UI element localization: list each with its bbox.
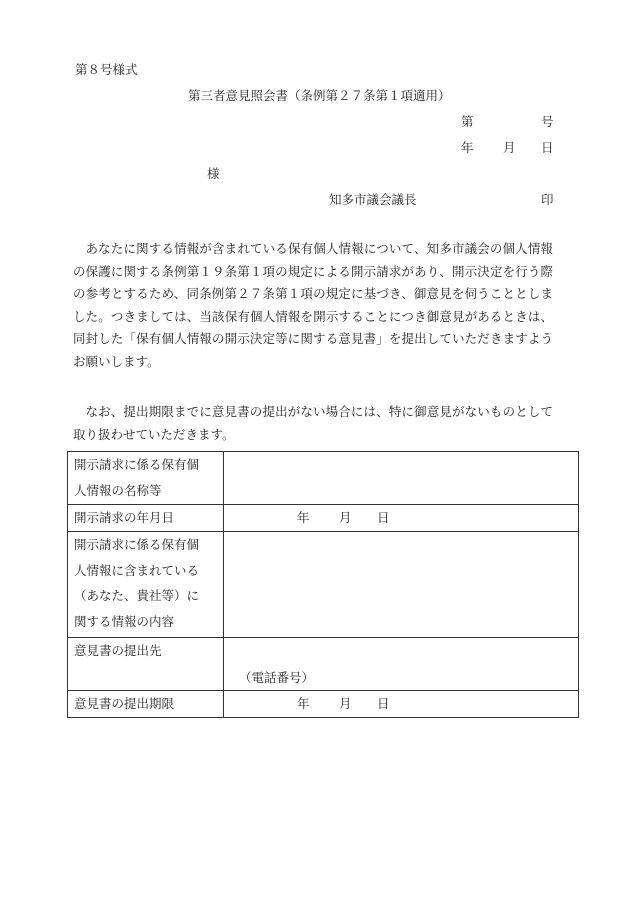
row-label: 意見書の提出先 (74, 643, 162, 658)
phone-number-label: （電話番号） (239, 669, 315, 685)
info-table (67, 451, 579, 718)
table-label-cell (68, 638, 224, 691)
table-row (68, 638, 579, 691)
table-label-cell (68, 452, 224, 505)
addressee-honorific: 様 (207, 166, 220, 181)
date-month-label: 月 (503, 140, 516, 155)
table-row (68, 691, 579, 718)
sender-name: 知多市議会議長 (329, 192, 417, 207)
table-value-cell (224, 505, 579, 532)
table-value-cell (224, 452, 579, 505)
doc-number-prefix: 第 (461, 114, 474, 129)
row-label: 開示請求の年月日 (74, 510, 175, 525)
row-label: 人情報の名称等 (74, 482, 162, 498)
form-number: 第８号様式 (75, 62, 138, 77)
row-label: 人情報に含まれている (74, 562, 200, 578)
day-label: 日 (377, 696, 390, 711)
table-row (68, 532, 579, 638)
table-label-cell (68, 532, 224, 638)
table-value-cell (224, 638, 579, 691)
date-day-label: 日 (541, 140, 554, 155)
date-year-label: 年 (461, 140, 474, 155)
table-label-cell (68, 505, 224, 532)
document-title: 第三者意見照会書（条例第２７条第１項適用） (188, 88, 451, 103)
table-row (68, 452, 579, 505)
row-label: 意見書の提出期限 (74, 696, 175, 711)
date-field (224, 505, 578, 531)
body-paragraph-2: なお、提出期限までに意見書の提出がない場合には、特に御意見がないものとして取り扱わせていただきます。 (73, 404, 553, 442)
table-label-cell (68, 691, 224, 718)
day-label: 日 (377, 510, 390, 525)
row-label: （あなた、貴社等）に (74, 588, 200, 603)
row-label: 関する情報の内容 (74, 613, 175, 629)
month-label: 月 (339, 696, 352, 711)
year-label: 年 (297, 696, 310, 711)
year-label: 年 (297, 510, 310, 525)
row-label: 開示請求に係る保有個 (74, 457, 200, 472)
table-value-cell (224, 691, 579, 718)
table-value-cell (224, 532, 579, 638)
month-label: 月 (339, 510, 352, 525)
table-row (68, 505, 579, 532)
seal-mark: 印 (541, 192, 554, 207)
deadline-date-field (224, 691, 578, 717)
row-label: 開示請求に係る保有個 (74, 537, 200, 552)
doc-number-suffix: 号 (541, 114, 554, 129)
body-paragraph-1: あなたに関する情報が含まれている保有個人情報について、知多市議会の個人情報の保護に関する条例第１９条第１項の規定による開示請求があり、開示決定を行う際の参考とするため、同条例第２７条第１項の規定に基づき、御意見を伺うこととしました。つきましては、当該保有個人情報を開示することにつき御意見があるときは、同封した「保有個人情報の開示決定等に関する意見書」を提出していただきますようお願いします。 (73, 241, 553, 369)
